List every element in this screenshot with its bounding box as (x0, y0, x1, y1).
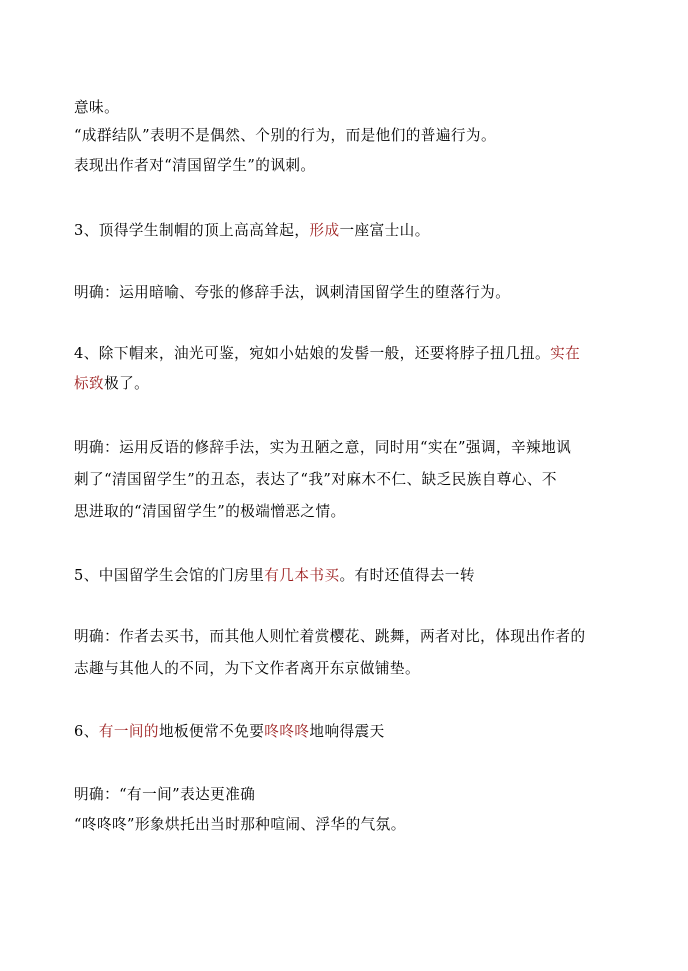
text-line: 表现出作者对“清国留学生”的讽刺。 (74, 157, 316, 174)
answer-6: 明确：“有一间”表达更准确 (74, 786, 256, 803)
question-4-cont: 标致极了。 (74, 375, 150, 392)
question-5: 5、中国留学生会馆的门房里有几本书买。有时还值得去一转 (74, 567, 475, 584)
answer-5-cont: 志趣与其他人的不同，为下文作者离开东京做铺垫。 (74, 660, 421, 677)
highlight-text: 形成 (309, 222, 340, 239)
answer-4-cont: 思进取的“清国留学生”的极端憎恶之情。 (74, 503, 346, 520)
answer-6-cont: “咚咚咚”形象烘托出当时那种喧闹、浮华的气氛。 (74, 816, 406, 833)
answer-4: 明确：运用反语的修辞手法，实为丑陋之意，同时用“实在”强调，辛辣地讽 (74, 439, 572, 456)
highlight-text: 有一间的 (98, 723, 159, 740)
question-6: 6、有一间的地板便常不免要咚咚咚地响得震天 (74, 723, 385, 740)
text-line: “成群结队”表明不是偶然、个别的行为，而是他们的普遍行为。 (74, 127, 497, 144)
answer-4-cont: 刺了“清国留学生”的丑态，表达了“我”对麻木不仁、缺乏民族自尊心、不 (74, 471, 557, 488)
highlight-text: 标致 (74, 375, 105, 392)
highlight-text: 有几本书买 (264, 567, 340, 584)
text-line: 意味。 (74, 99, 120, 116)
question-3: 3、顶得学生制帽的顶上高高耸起，形成一座富士山。 (74, 222, 430, 239)
question-4: 4、除下帽来，油光可鉴，宛如小姑娘的发髻一般，还要将脖子扭几扭。实在 (74, 345, 581, 362)
answer-5: 明确：作者去买书，而其他人则忙着赏樱花、跳舞，两者对比，体现出作者的 (74, 628, 586, 645)
highlight-text: 咚咚咚 (264, 723, 310, 740)
answer-3: 明确：运用暗喻、夸张的修辞手法，讽刺清国留学生的堕落行为。 (74, 284, 511, 301)
highlight-text: 实在 (550, 345, 581, 362)
